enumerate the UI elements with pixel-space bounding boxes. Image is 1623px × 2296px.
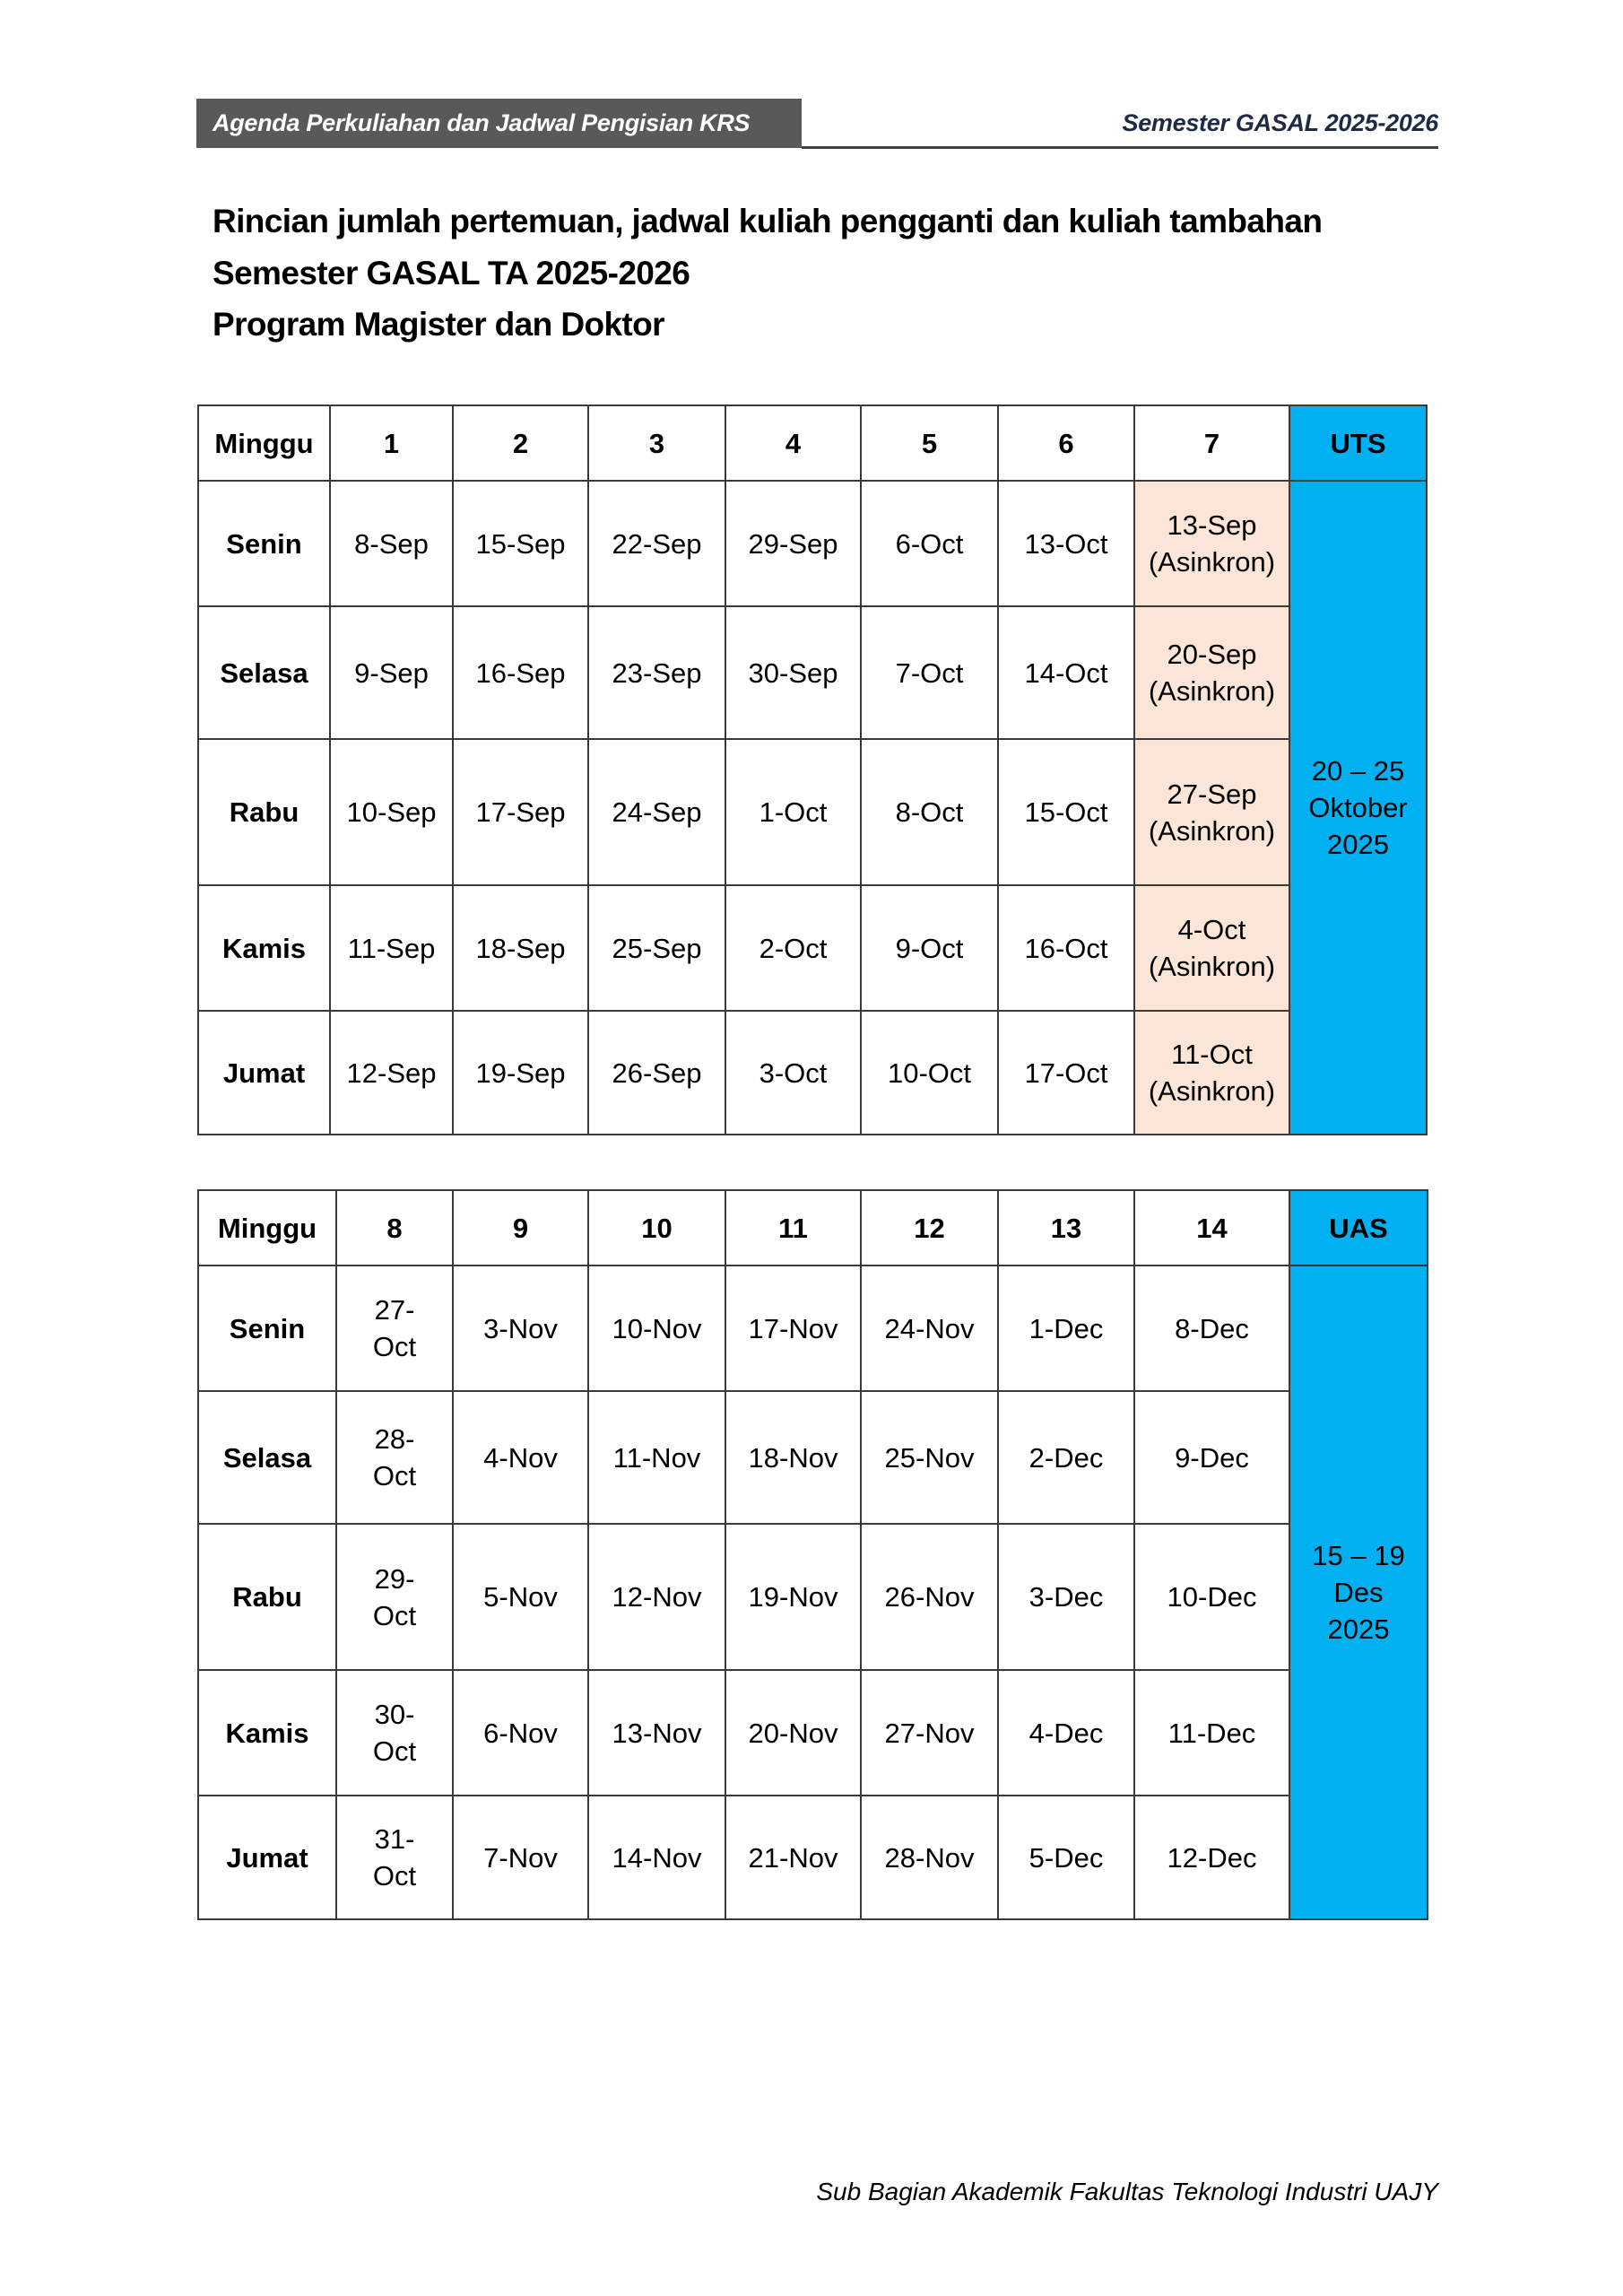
async-date: 13-Sep <box>1167 509 1257 541</box>
date-cell: 9-Dec <box>1134 1391 1289 1524</box>
date-cell: 2-Dec <box>998 1391 1134 1524</box>
async-date: 4-Oct <box>1177 914 1246 945</box>
date-cell: 26-Sep <box>588 1011 725 1135</box>
async-date: 11-Oct <box>1171 1039 1253 1070</box>
date-cell: 18-Nov <box>725 1391 861 1524</box>
exam-header-uas: UAS <box>1289 1190 1428 1265</box>
date-cell: 8-Sep <box>330 481 453 606</box>
date-cell: 16-Oct <box>998 885 1134 1011</box>
table-row <box>198 1670 1428 1796</box>
exam-month: Oktober <box>1308 792 1408 823</box>
date-cell <box>336 1670 453 1796</box>
date-cell: 8-Oct <box>861 739 998 885</box>
async-date: 20-Sep <box>1167 639 1257 670</box>
table-row <box>198 481 1427 606</box>
date-cell: 16-Sep <box>453 606 588 739</box>
exam-header-uts: UTS <box>1289 405 1427 481</box>
date-cell: 10-Sep <box>330 739 453 885</box>
schedule-table-weeks-1-7 <box>197 404 1428 1135</box>
date-cell: 1-Dec <box>998 1265 1134 1391</box>
date-cell: 4-Dec <box>998 1670 1134 1796</box>
date-cell: 9-Sep <box>330 606 453 739</box>
week-number: 4 <box>725 405 861 481</box>
date-cell: 17-Sep <box>453 739 588 885</box>
date-cell: 28-Nov <box>861 1796 998 1919</box>
table-row <box>198 606 1427 739</box>
date-cell: 4-Nov <box>453 1391 588 1524</box>
date-cell: 15-Oct <box>998 739 1134 885</box>
page-subtitle-semester: Semester GASAL TA 2025-2026 <box>213 255 690 291</box>
date-cell <box>336 1524 453 1670</box>
date-cell: 9-Oct <box>861 885 998 1011</box>
day-label: Jumat <box>198 1011 330 1135</box>
day-label: Kamis <box>198 1670 336 1796</box>
async-note: (Asinkron) <box>1148 675 1276 707</box>
date-day: 27- <box>374 1294 415 1326</box>
date-cell <box>336 1391 453 1524</box>
date-cell: 12-Nov <box>588 1524 725 1670</box>
week-number: 2 <box>453 405 588 481</box>
date-cell: 2-Oct <box>725 885 861 1011</box>
week-number: 13 <box>998 1190 1134 1265</box>
table-row <box>198 1391 1428 1524</box>
async-date: 27-Sep <box>1167 778 1257 810</box>
date-cell: 25-Sep <box>588 885 725 1011</box>
date-cell: 5-Nov <box>453 1524 588 1670</box>
async-note: (Asinkron) <box>1148 1075 1276 1107</box>
week-number: 1 <box>330 405 453 481</box>
date-cell: 15-Sep <box>453 481 588 606</box>
week-number: 7 <box>1134 405 1289 481</box>
date-cell: 10-Dec <box>1134 1524 1289 1670</box>
date-cell: 29-Sep <box>725 481 861 606</box>
date-cell: 30-Sep <box>725 606 861 739</box>
date-day: 28- <box>374 1423 415 1455</box>
week-number: 8 <box>336 1190 453 1265</box>
day-label: Senin <box>198 481 330 606</box>
async-date-cell <box>1134 606 1289 739</box>
date-cell: 17-Oct <box>998 1011 1134 1135</box>
day-label: Rabu <box>198 1524 336 1670</box>
date-cell: 11-Dec <box>1134 1670 1289 1796</box>
date-cell: 20-Nov <box>725 1670 861 1796</box>
date-day: 29- <box>374 1562 415 1595</box>
date-cell <box>336 1265 453 1391</box>
week-header-label: Minggu <box>198 405 330 481</box>
table-row <box>198 885 1427 1011</box>
date-cell: 18-Sep <box>453 885 588 1011</box>
date-day: 30- <box>374 1699 415 1730</box>
date-month: Oct <box>372 1460 417 1492</box>
date-cell: 26-Nov <box>861 1524 998 1670</box>
week-number: 3 <box>588 405 725 481</box>
date-cell: 25-Nov <box>861 1391 998 1524</box>
date-month: Oct <box>372 1331 417 1362</box>
date-cell: 21-Nov <box>725 1796 861 1919</box>
date-cell: 24-Sep <box>588 739 725 885</box>
day-label: Selasa <box>198 1391 336 1524</box>
date-cell: 23-Sep <box>588 606 725 739</box>
exam-date-range: 20 – 25 <box>1311 755 1405 787</box>
date-cell: 6-Nov <box>453 1670 588 1796</box>
schedule-table-weeks-8-14 <box>197 1189 1428 1920</box>
week-number: 6 <box>998 405 1134 481</box>
date-cell: 3-Nov <box>453 1265 588 1391</box>
week-number: 5 <box>861 405 998 481</box>
day-label: Jumat <box>198 1796 336 1919</box>
week-number: 14 <box>1134 1190 1289 1265</box>
table-row <box>198 1796 1428 1919</box>
header-divider <box>802 146 1438 149</box>
week-header-label: Minggu <box>198 1190 336 1265</box>
date-cell: 5-Dec <box>998 1796 1134 1919</box>
exam-date-range: 15 – 19 <box>1312 1540 1405 1571</box>
table-header-row <box>198 405 1427 481</box>
async-date-cell <box>1134 885 1289 1011</box>
date-cell: 27-Nov <box>861 1670 998 1796</box>
date-cell: 1-Oct <box>725 739 861 885</box>
date-cell: 24-Nov <box>861 1265 998 1391</box>
date-cell: 22-Sep <box>588 481 725 606</box>
date-cell: 10-Nov <box>588 1265 725 1391</box>
exam-period-uts <box>1289 481 1427 1135</box>
week-number: 10 <box>588 1190 725 1265</box>
date-month: Oct <box>372 1860 417 1892</box>
table-row <box>198 739 1427 885</box>
exam-month: Des <box>1333 1577 1384 1608</box>
page-subtitle-program: Program Magister dan Doktor <box>213 306 664 343</box>
async-date-cell <box>1134 739 1289 885</box>
page-title: Rincian jumlah pertemuan, jadwal kuliah pengganti dan kuliah tambahan <box>213 203 1323 239</box>
table-row <box>198 1524 1428 1670</box>
async-date-cell <box>1134 1011 1289 1135</box>
date-cell: 11-Sep <box>330 885 453 1011</box>
day-label: Rabu <box>198 739 330 885</box>
exam-year: 2025 <box>1327 1613 1390 1645</box>
document-header-label: Agenda Perkuliahan dan Jadwal Pengisian KRS <box>196 99 802 148</box>
table-row <box>198 1011 1427 1135</box>
footer-credit: Sub Bagian Akademik Fakultas Teknologi Industri UAJY <box>816 2178 1438 2205</box>
date-cell: 6-Oct <box>861 481 998 606</box>
date-cell: 19-Nov <box>725 1524 861 1670</box>
semester-label: Semester GASAL 2025-2026 <box>1122 109 1438 136</box>
date-cell: 14-Oct <box>998 606 1134 739</box>
date-month: Oct <box>372 1599 417 1631</box>
async-note: (Asinkron) <box>1148 546 1276 578</box>
date-month: Oct <box>372 1735 417 1767</box>
async-note: (Asinkron) <box>1148 951 1276 982</box>
async-note: (Asinkron) <box>1148 814 1276 847</box>
date-day: 31- <box>374 1823 415 1855</box>
date-cell: 11-Nov <box>588 1391 725 1524</box>
exam-period-uas <box>1289 1265 1428 1919</box>
exam-year: 2025 <box>1327 829 1389 860</box>
date-cell <box>336 1796 453 1919</box>
date-cell: 12-Sep <box>330 1011 453 1135</box>
date-cell: 14-Nov <box>588 1796 725 1919</box>
date-cell: 10-Oct <box>861 1011 998 1135</box>
date-cell: 13-Nov <box>588 1670 725 1796</box>
date-cell: 3-Oct <box>725 1011 861 1135</box>
week-number: 9 <box>453 1190 588 1265</box>
day-label: Senin <box>198 1265 336 1391</box>
date-cell: 3-Dec <box>998 1524 1134 1670</box>
day-label: Selasa <box>198 606 330 739</box>
table-row <box>198 1265 1428 1391</box>
date-cell: 17-Nov <box>725 1265 861 1391</box>
date-cell: 12-Dec <box>1134 1796 1289 1919</box>
async-date-cell <box>1134 481 1289 606</box>
day-label: Kamis <box>198 885 330 1011</box>
table-header-row <box>198 1190 1428 1265</box>
date-cell: 7-Nov <box>453 1796 588 1919</box>
date-cell: 7-Oct <box>861 606 998 739</box>
date-cell: 8-Dec <box>1134 1265 1289 1391</box>
date-cell: 19-Sep <box>453 1011 588 1135</box>
week-number: 11 <box>725 1190 861 1265</box>
week-number: 12 <box>861 1190 998 1265</box>
date-cell: 13-Oct <box>998 481 1134 606</box>
